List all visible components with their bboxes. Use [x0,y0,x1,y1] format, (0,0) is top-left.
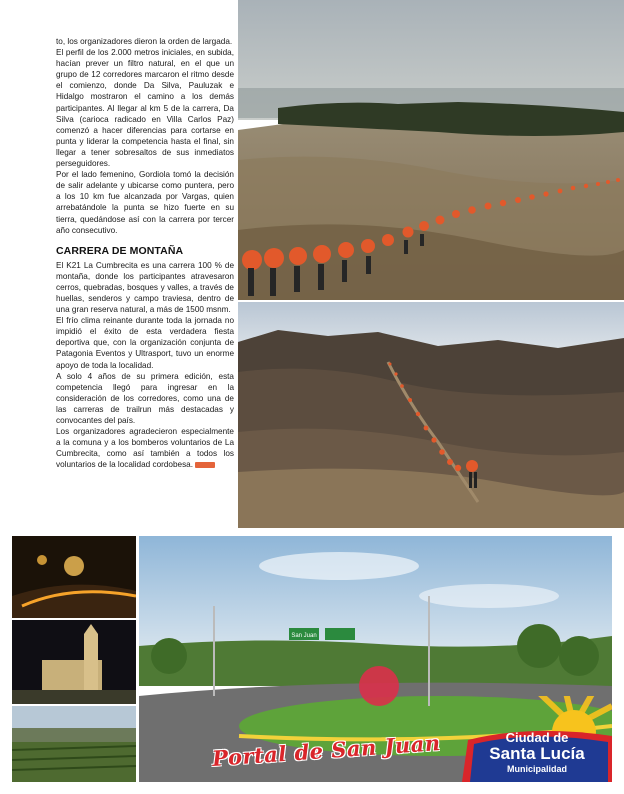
ad-thumb-night-road-image [12,536,136,618]
paragraph-7 [56,426,234,470]
logo-line-2: Santa Lucía [489,744,585,763]
paragraph-6: A solo 4 años de su primera edición, esta competencia llegó para ingresar en la consideración de los corredores, como una de las carreras de trailrun más destacadas y convocantes del país. [56,371,234,425]
ad-thumb-church-night [12,620,136,704]
paragraph-2: El perfil de los 2.000 metros iniciales, en subida, hacían prever un filtro natural, en el que un grupo de 12 corredores marcaron el ritmo desde el comienzo, donde Da Silva, Pauluzak e Hidalgo mostraron el camino a los demás participantes. Al llegar al km 5 de la carrera, Da Silva (carioca radicado en Villa Carlos Paz) comenzó a hacer diferencias para cortarse en punta y liderar la competencia hasta el final, sin llegar a tener sobresaltos de sus inmediatos perseguidores. [56,48,234,169]
photo-runners-hillside-image [238,0,624,300]
photo-mountain-trail-image [238,302,624,528]
logo-line-1: Ciudad de [505,730,569,745]
photo-mountain-trail [238,302,624,528]
paragraph-7-text: Los organizadores agradecieron especialmente a la comuna y a los bomberos voluntarios de La Cumbrecita, como así también a todos los voluntarios de la localidad cordobesa. [56,427,234,470]
photo-runners-hillside [238,0,624,300]
logo-line-3: Municipalidad [506,764,567,774]
end-mark-icon [195,462,215,468]
article-column [56,36,234,470]
paragraph-1: to, los organizadores dieron la orden de largada. [56,37,233,46]
portal-san-juan-logo: Portal de San Juan [211,730,442,771]
section-heading: CARRERA DE MONTAÑA [56,244,184,257]
ad-thumb-vineyard-image [12,706,136,782]
paragraph-3: Por el lado femenino, Gordiola tomó la decisión de salir adelante y ubicarse como puntera, pero a los 10 km fue alcanzada por Vargas, quien arrebatándole la punta se hizo fuerte en su tierra, quedándose así con la carrera por tercer año consecutivo. [56,170,234,235]
ad-thumb-night-road [12,536,136,618]
santa-lucia-logo [462,696,612,782]
paragraph-5: El frío clima reinante durante toda la jornada no impidió el éxito de esta verdadera fiesta deportiva que, con la organización conjunta de Patagonia Eventos y Ultrasport, tuvo un enorme apoyo de toda la localidad. [56,316,234,370]
ad-thumb-church-night-image [12,620,136,704]
road-sign-text: San Juan [291,633,317,639]
paragraph-4: El K21 La Cumbrecita es una carrera 100 % de montaña, donde los participantes atravesaron cerros, quebradas, bosques y valles, a través de huellas, senderos y campo traviesa, dentro de una gran reserva natural, a más de 1500 msnm. [56,260,234,315]
ad-thumb-vineyard [12,706,136,782]
